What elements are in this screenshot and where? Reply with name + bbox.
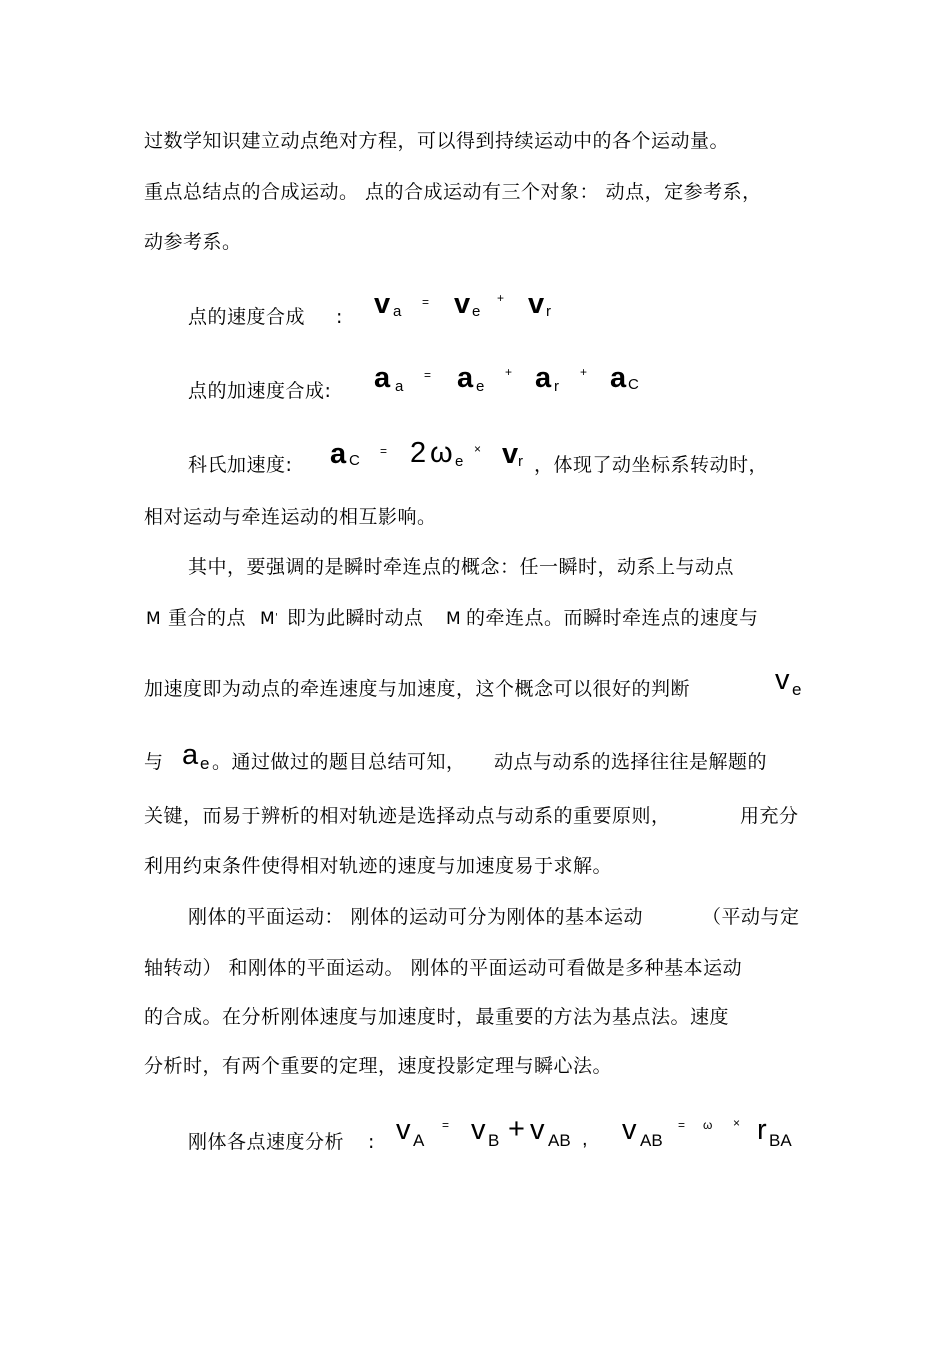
equals-sign: = [422,295,430,309]
text-segment: 即为此瞬时动点 [287,607,424,629]
vB-symbol: v [471,1114,486,1146]
aa-subscript: a [395,378,404,395]
comma: , [582,1128,588,1150]
vAB-symbol: v [622,1114,637,1146]
text-segment: （平动与定 [702,906,800,928]
text-segment: 与 [144,751,164,773]
text-segment: 的牵连点。而瞬时牵连点的速度与 [466,607,759,629]
text-line: 的合成。在分析刚体速度与加速度时，最重要的方法为基点法。速度 [144,1006,730,1028]
vAB-subscript: AB [640,1131,663,1150]
plus-sign: + [508,1113,525,1145]
vr-subscript: r [546,303,551,320]
ve-subscript: e [472,303,481,320]
rBA-symbol: r [757,1114,767,1146]
text-line: 分析时，有两个重要的定理，速度投影定理与瞬心法。 [144,1055,613,1077]
equals-sign: = [678,1118,686,1132]
text-line: 相对运动与牵连运动的相互影响。 [144,506,437,528]
plus-sign: + [497,291,505,305]
vB-subscript: B [488,1131,500,1150]
omega-symbol: ω [430,437,453,469]
equals-sign: = [380,444,388,458]
symbol-M-prime: M' [260,609,279,629]
ac-subscript: C [349,452,360,469]
omega-subscript: e [455,453,464,470]
cross-sign: × [733,1116,741,1130]
text-segment: 刚体的平面运动： 刚体的运动可分为刚体的基本运动 [188,906,644,928]
vA-subscript: A [413,1131,425,1150]
rigid-label: 刚体各点速度分析 [188,1131,345,1153]
va-subscript: a [393,303,402,320]
ae-subscript: e [200,754,210,773]
symbol-M: M [446,609,462,629]
aa-symbol: a [374,362,391,394]
vr-subscript: r [518,453,523,470]
rBA-subscript: BA [769,1131,792,1150]
ac-subscript: C [628,376,639,393]
coriolis-label: 科氏加速度: [188,454,293,476]
rigid-colon: : [368,1131,375,1153]
ve-subscript: e [792,680,802,699]
ve-symbol: v [775,664,790,696]
text-segment: 。通过做过的题目总结可知， [212,751,466,773]
text-line: 加速度即为动点的牵连速度与加速度，这个概念可以很好的判断 [144,678,691,700]
plus-sign: + [580,365,588,379]
ac-symbol: a [330,438,347,470]
ar-subscript: r [554,378,559,395]
cross-sign: × [474,442,482,456]
text-line: 过数学知识建立动点绝对方程，可以得到持续运动中的各个运动量。 [144,130,730,152]
text-line: 其中，要强调的是瞬时牵连点的概念：任一瞬时，动系上与动点 [188,556,735,578]
text-segment: 用充分 [740,805,799,827]
vAB-subscript: AB [548,1131,571,1150]
text-line: 利用约束条件使得相对轨迹的速度与加速度易于求解。 [144,855,613,877]
ar-symbol: a [535,362,552,394]
omega-symbol: ω [703,1118,713,1132]
plus-sign: + [505,365,513,379]
text-segment: 重合的点 [168,607,247,629]
ve-symbol: v [454,288,471,320]
vr-symbol: v [502,438,519,470]
va-symbol: v [374,288,391,320]
vr-symbol: v [528,288,545,320]
symbol-M: M [146,609,162,629]
vAB-symbol: v [530,1114,545,1146]
ae-symbol: a [182,739,199,771]
text-segment: 动点与动系的选择往往是解题的 [494,751,768,773]
text-line: 轴转动） 和刚体的平面运动。 刚体的平面运动可看做是多种基本运动 [144,957,743,979]
coefficient-two: 2 [410,437,427,469]
text-line: 动参考系。 [144,231,242,253]
acceleration-label: 点的加速度合成: [188,380,332,402]
coriolis-tail: ，体现了动坐标系转动时， [534,454,769,476]
velocity-label: 点的速度合成 [188,306,306,328]
vA-symbol: v [396,1114,411,1146]
text-line: 重点总结点的合成运动。 点的合成运动有三个对象： 动点，定参考系， [144,181,762,203]
velocity-colon: : [336,306,343,328]
equals-sign: = [424,368,432,382]
equals-sign: = [442,1118,450,1132]
text-segment: 关键，而易于辨析的相对轨迹是选择动点与动系的重要原则， [144,805,671,827]
ae-symbol: a [457,362,474,394]
ae-subscript: e [476,378,485,395]
ac-symbol: a [610,362,627,394]
